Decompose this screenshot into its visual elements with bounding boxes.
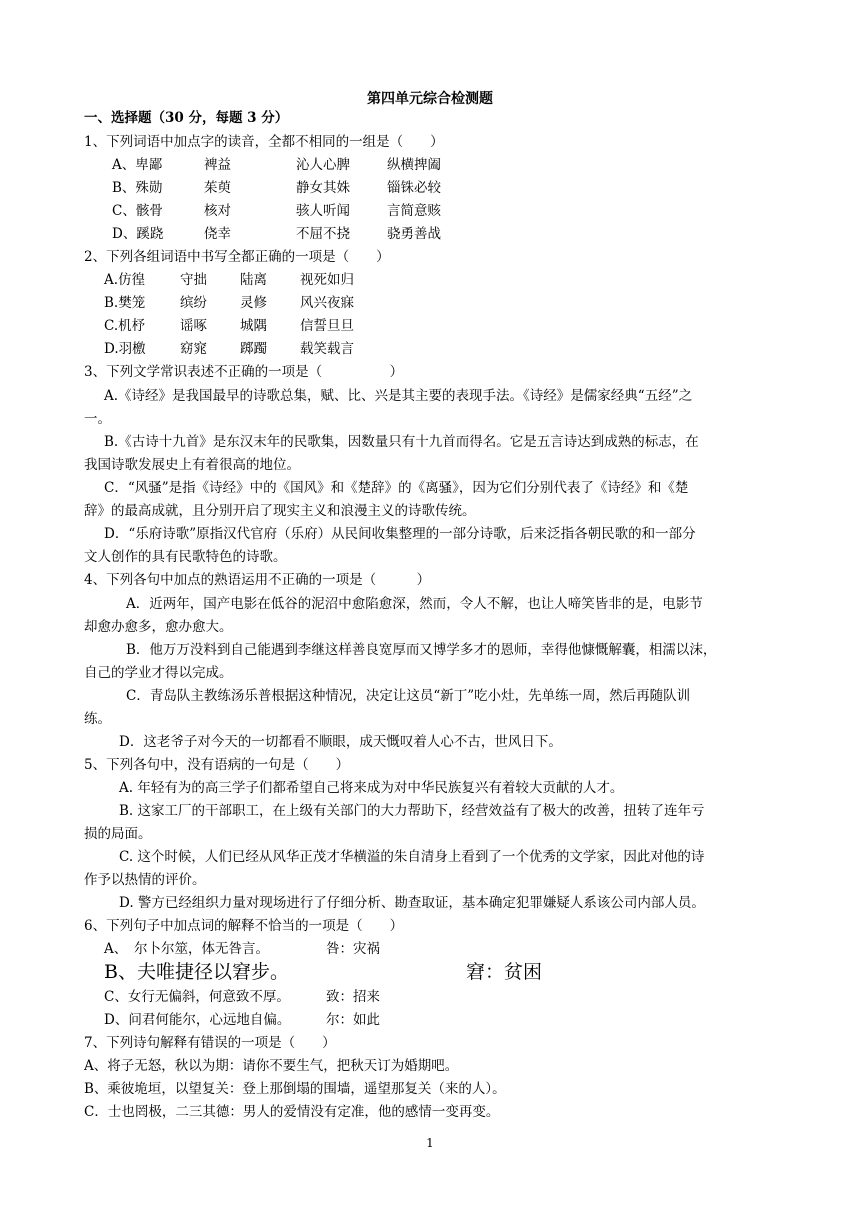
option-b-line: B. 这家工厂的干部职工，在上级有关部门的大力帮助下，经营效益有了极大的改善，扭转了连年亏 xyxy=(119,803,705,819)
option-cell: 锱铢必较 xyxy=(387,180,441,196)
option-b-line: 自己的学业才得以完成。 xyxy=(84,665,233,681)
option-b-line: 我国诗歌发展史上有着很高的地位。 xyxy=(84,457,300,473)
question-2-row xyxy=(104,294,354,312)
option-cell: 核对 xyxy=(204,203,231,219)
question-2-row xyxy=(104,340,354,358)
question-2-row xyxy=(104,271,354,289)
option-cell: A.仿徨 xyxy=(104,272,146,288)
option-c-line: C．“风骚”是指《诗经》中的《国风》和《楚辞》的《离骚》，因为它们分别代表了《诗经》和《楚 xyxy=(104,480,689,496)
question-1-stem: 1、下列词语中加点字的读音，全都不相同的一组是（ ） xyxy=(84,134,444,150)
option-c-line: 作予以热情的评价。 xyxy=(84,872,206,888)
page-number: 1 xyxy=(426,1136,434,1150)
question-2-stem: 2、下列各组词语中书写全都正确的一项是（ ） xyxy=(84,249,390,265)
question-7-stem: 7、下列诗句解释有错误的一项是（ ） xyxy=(84,1035,336,1051)
option-sentence: A、 尔卜尔筮，体无咎言。 xyxy=(104,941,269,957)
option-sentence: B、夫唯捷径以窘步。 xyxy=(104,961,289,983)
option-c-line: C．士也罔极，二三其德：男人的爱情没有定准，他的感情一变再变。 xyxy=(84,1104,500,1120)
question-6-stem: 6、下列句子中加点词的解释不恰当的一项是（ ） xyxy=(84,918,404,934)
option-b-line: B、乘彼垝垣，以望复关：登上那倒塌的围墙，遥望那复关（来的人）。 xyxy=(84,1081,506,1097)
option-cell: 骇人听闻 xyxy=(296,203,350,219)
option-cell: D、蹊跷 xyxy=(112,226,164,242)
option-cell: 不屈不挠 xyxy=(296,226,350,242)
question-2-row xyxy=(104,317,354,335)
option-a-line: A、将子无怒，秋以为期：请你不要生气，把秋天订为婚期吧。 xyxy=(84,1058,459,1074)
question-3-stem: 3、下列文学常识表述不正确的一项是（ ） xyxy=(84,364,404,380)
option-c-row xyxy=(104,988,380,1006)
option-cell: 城隅 xyxy=(240,318,267,334)
option-cell: 侥幸 xyxy=(204,226,231,242)
option-cell: 灵修 xyxy=(240,295,267,311)
option-cell: 纵横捭阖 xyxy=(387,157,441,173)
option-cell: 窈窕 xyxy=(180,341,207,357)
option-cell: 视死如归 xyxy=(300,272,354,288)
question-1-row xyxy=(112,156,441,174)
option-cell: C、骸骨 xyxy=(112,203,163,219)
option-a-row xyxy=(104,940,380,958)
option-cell: 守拙 xyxy=(180,272,207,288)
option-a-line: 却愈办愈多，愈办愈大。 xyxy=(84,619,233,635)
option-gloss: 咎：灾祸 xyxy=(326,941,380,957)
section-heading: 一、选择题（30 分，每题 3 分） xyxy=(84,110,289,126)
option-gloss: 尔：如此 xyxy=(326,1012,380,1028)
option-cell: 缤纷 xyxy=(180,295,207,311)
option-cell: 骁勇善战 xyxy=(387,226,441,242)
option-gloss: 窘：贫困 xyxy=(466,961,543,983)
option-b-row xyxy=(104,961,542,983)
option-cell: B、殊勋 xyxy=(112,180,163,196)
option-cell: 静女其姝 xyxy=(296,180,350,196)
option-cell: 载笑载言 xyxy=(300,341,354,357)
option-c-line: 辞》的最高成就，且分别开启了现实主义和浪漫主义的诗歌传统。 xyxy=(84,503,476,519)
option-cell: 裨益 xyxy=(204,157,231,173)
question-1-row xyxy=(112,225,441,243)
option-cell: 踯躅 xyxy=(240,341,267,357)
option-d-line: 文人创作的具有民歌特色的诗歌。 xyxy=(84,549,287,565)
option-c-line: C．青岛队主教练汤乐普根据这种情况，决定让这员“新丁”吃小灶，先单练一周，然后再随队训 xyxy=(126,688,691,704)
option-c-line: C. 这个时候，人们已经从风华正茂才华横溢的朱自清身上看到了一个优秀的文学家，因此对他的诗 xyxy=(119,849,705,865)
option-cell: 谣啄 xyxy=(180,318,207,334)
option-b-line: B．他万万没料到自己能遇到李继这样善良宽厚而又博学多才的恩师，幸得他慷慨解囊，相濡以沫， xyxy=(126,642,717,658)
question-4-stem: 4、下列各句中加点的熟语运用不正确的一项是（ ） xyxy=(84,572,431,588)
option-sentence: C、女行无偏斜，何意致不厚。 xyxy=(104,989,290,1005)
option-a-line: A.《诗经》是我国最早的诗歌总集，赋、比、兴是其主要的表现手法。《诗经》是儒家经典“五经”之 xyxy=(104,388,693,404)
option-cell: 风兴夜寐 xyxy=(300,295,354,311)
page-title: 第四单元综合检测题 xyxy=(367,91,493,107)
option-cell: 陆离 xyxy=(240,272,267,288)
option-b-line: B.《古诗十九首》是东汉末年的民歌集，因数量只有十九首而得名。它是五言诗达到成熟的标志，在 xyxy=(104,434,699,450)
option-c-line: 练。 xyxy=(84,711,111,727)
option-sentence: D、问君何能尔，心远地自偏。 xyxy=(104,1012,291,1028)
option-d-line: D．“乐府诗歌”原指汉代官府（乐府）从民间收集整理的一部分诗歌，后来泛指各朝民歌的和一部分 xyxy=(104,526,696,542)
option-cell: B.樊笼 xyxy=(104,295,146,311)
question-5-stem: 5、下列各句中，没有语病的一句是（ ） xyxy=(84,757,350,773)
option-gloss: 致：招来 xyxy=(326,989,380,1005)
option-cell: A、卑鄙 xyxy=(112,157,163,173)
option-a-line: A. 年轻有为的高三学子们都希望自己将来成为对中华民族复兴有着较大贡献的人才。 xyxy=(119,780,624,796)
option-cell: 言简意赅 xyxy=(387,203,441,219)
question-1-row xyxy=(112,202,441,220)
option-cell: 茱萸 xyxy=(204,180,231,196)
option-a-line: A．近两年，国产电影在低谷的泥沼中愈陷愈深，然而，令人不解，也让人啼笑皆非的是，电影节 xyxy=(126,596,703,612)
option-cell: 信誓旦旦 xyxy=(300,318,354,334)
option-cell: D.羽檄 xyxy=(104,341,146,357)
option-cell: C.机杼 xyxy=(104,318,146,334)
option-cell: 沁人心脾 xyxy=(296,157,350,173)
option-d-line: D．这老爷子对今天的一切都看不顺眼，成天慨叹着人心不古，世风日下。 xyxy=(119,734,562,750)
option-b-line: 损的局面。 xyxy=(84,826,152,842)
question-1-row xyxy=(112,179,441,197)
option-d-line: D. 警方已经组织力量对现场进行了仔细分析、勘查取证，基本确定犯罪嫌疑人系该公司内部人员。 xyxy=(119,895,705,911)
option-d-row xyxy=(104,1011,380,1029)
option-a-line: 一。 xyxy=(84,411,111,427)
